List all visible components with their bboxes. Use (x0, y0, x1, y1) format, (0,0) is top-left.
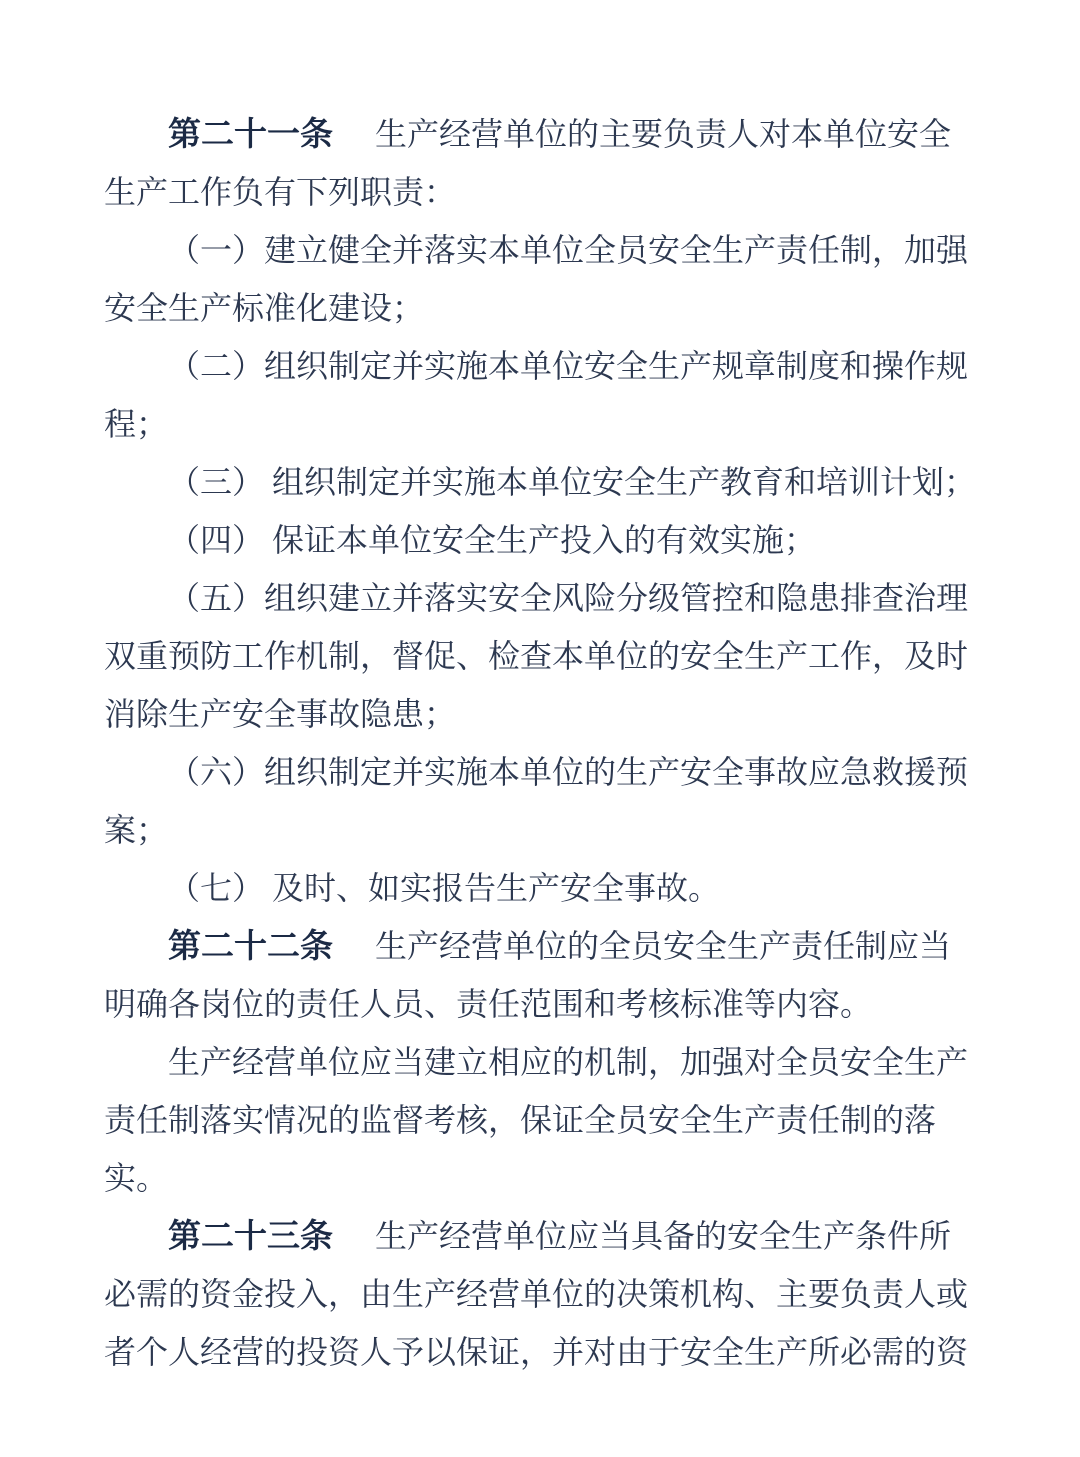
article-number: 第二十三条 (168, 1217, 333, 1254)
article-number: 第二十一条 (168, 115, 333, 152)
paragraph-article-23 (104, 1207, 979, 1381)
paragraph-item-7 (104, 859, 979, 917)
text-line: 消除生产安全事故隐患； (104, 696, 457, 732)
text-line (104, 105, 979, 163)
text-line: 双重预防工作机制，督促、检查本单位的安全生产工作，及时 (104, 638, 969, 674)
text-line: （三） 组织制定并实施本单位安全生产教育和培训计划； (168, 464, 977, 500)
text-line: 实。 (104, 1160, 169, 1196)
paragraph-item-5 (104, 569, 979, 743)
paragraph-article-22 (104, 917, 979, 1033)
text-line: 生产工作负有下列职责： (104, 174, 457, 210)
paragraph-article-21 (104, 105, 979, 221)
paragraph-item-6 (104, 743, 979, 859)
line-text: 生产经营单位的全员安全生产责任制应当 (375, 928, 952, 964)
document-content (104, 105, 979, 1381)
text-line: （五）组织建立并落实安全风险分级管控和隐患排查治理 (168, 580, 969, 616)
article-number: 第二十二条 (168, 927, 333, 964)
text-line: （四） 保证本单位安全生产投入的有效实施； (168, 522, 817, 558)
text-line: 程； (104, 406, 169, 442)
text-line: 案； (104, 812, 169, 848)
paragraph-article-22-cont (104, 1033, 979, 1207)
text-line: 生产经营单位应当建立相应的机制，加强对全员安全生产 (168, 1044, 969, 1080)
text-line: （一）建立健全并落实本单位全员安全生产责任制，加强 (168, 232, 969, 268)
line-text: 生产经营单位应当具备的安全生产条件所 (375, 1218, 952, 1254)
paragraph-item-1 (104, 221, 979, 337)
text-line (104, 1207, 979, 1265)
text-line: （七） 及时、如实报告生产安全事故。 (168, 870, 721, 906)
line-text: 生产经营单位的主要负责人对本单位安全 (375, 116, 952, 152)
paragraph-item-4 (104, 511, 979, 569)
text-line (104, 917, 979, 975)
paragraph-item-3 (104, 453, 979, 511)
text-line: 责任制落实情况的监督考核，保证全员安全生产责任制的落 (104, 1102, 937, 1138)
text-line: 安全生产标准化建设； (104, 290, 425, 326)
text-line: 明确各岗位的责任人员、责任范围和考核标准等内容。 (104, 986, 873, 1022)
text-line: 者个人经营的投资人予以保证，并对由于安全生产所必需的资 (104, 1334, 969, 1370)
paragraph-item-2 (104, 337, 979, 453)
text-line: （六）组织制定并实施本单位的生产安全事故应急救援预 (168, 754, 969, 790)
text-line: 必需的资金投入，由生产经营单位的决策机构、主要负责人或 (104, 1276, 969, 1312)
text-line: （二）组织制定并实施本单位安全生产规章制度和操作规 (168, 348, 969, 384)
